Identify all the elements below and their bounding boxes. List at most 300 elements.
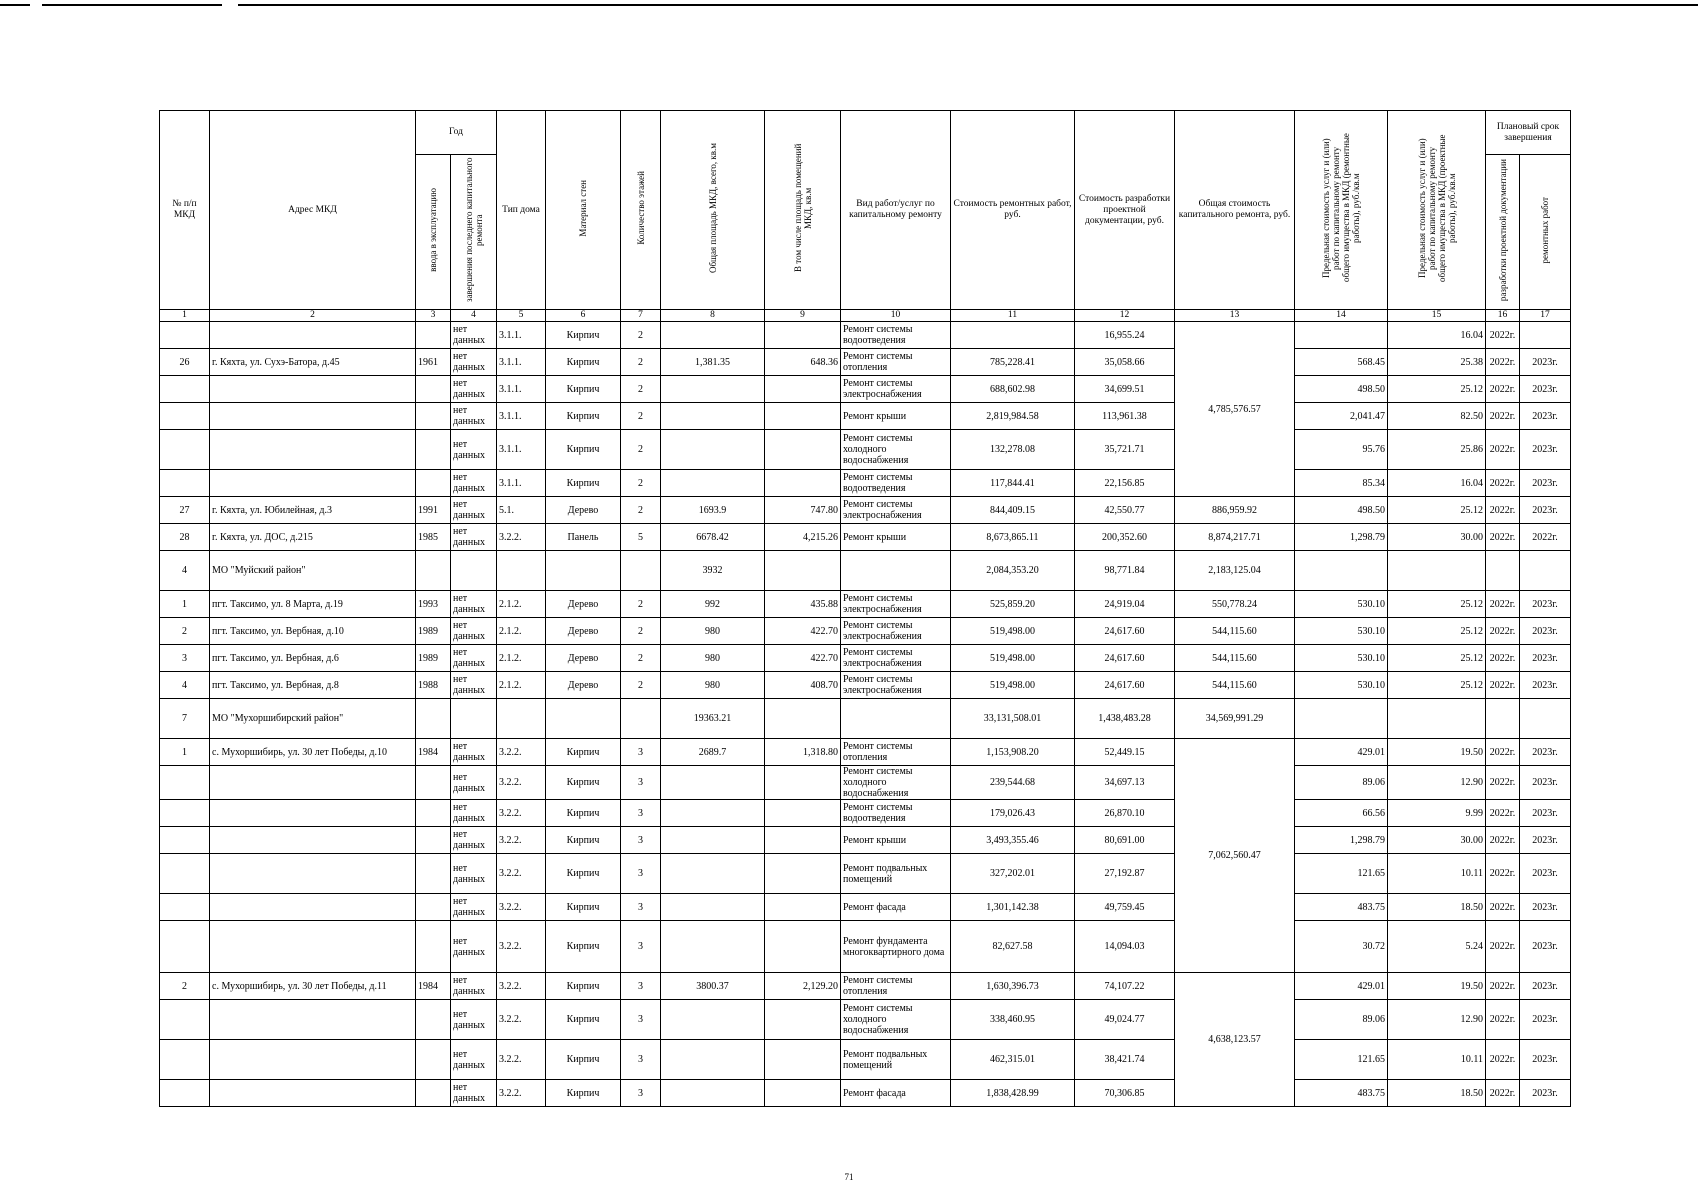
cell-limit-repair: 89.06 — [1295, 766, 1388, 800]
cell-wall-material: Панель — [546, 524, 621, 551]
cell-repair-cost: 1,630,396.73 — [951, 973, 1075, 1000]
cell-work-type: Ремонт системы отопления — [841, 349, 951, 376]
cell-year-commission — [416, 766, 451, 800]
cell-year-commission — [416, 403, 451, 430]
cell-total-area — [661, 827, 765, 854]
cell-total-cost: 544,115.60 — [1175, 645, 1295, 672]
column-number: 13 — [1175, 310, 1295, 322]
cell-design-cost: 74,107.22 — [1075, 973, 1175, 1000]
header-number: № п/п МКД — [160, 111, 210, 310]
cell-floors: 2 — [621, 403, 661, 430]
cell-repair-cost: 1,838,428.99 — [951, 1080, 1075, 1107]
cell-deadline-repair: 2023г. — [1520, 430, 1571, 470]
table-row — [160, 1080, 1571, 1107]
cell-year-last-repair: нет данных — [451, 894, 497, 921]
cell-address — [210, 322, 416, 349]
cell-year-commission — [416, 921, 451, 973]
cell-repair-cost: 519,498.00 — [951, 672, 1075, 699]
cell-number — [160, 1040, 210, 1080]
cell-address — [210, 827, 416, 854]
cell-number — [160, 1080, 210, 1107]
cell-floors: 2 — [621, 618, 661, 645]
cell-repair-cost: 519,498.00 — [951, 645, 1075, 672]
cell-year-commission: 1985 — [416, 524, 451, 551]
cell-deadline-design: 2022г. — [1486, 1040, 1520, 1080]
cell-floors: 3 — [621, 766, 661, 800]
cell-premises-area: 1,318.80 — [765, 739, 841, 766]
cell-deadline-design: 2022г. — [1486, 766, 1520, 800]
cell-year-commission: 1984 — [416, 973, 451, 1000]
cell-year-commission — [416, 551, 451, 591]
cell-repair-cost: 132,278.08 — [951, 430, 1075, 470]
cell-total-area: 980 — [661, 645, 765, 672]
cell-repair-cost: 327,202.01 — [951, 854, 1075, 894]
cell-total-area — [661, 322, 765, 349]
cell-design-cost: 1,438,483.28 — [1075, 699, 1175, 739]
cell-deadline-repair: 2023г. — [1520, 894, 1571, 921]
cell-floors: 3 — [621, 800, 661, 827]
cell-limit-repair: 429.01 — [1295, 739, 1388, 766]
cell-year-commission — [416, 1000, 451, 1040]
cell-wall-material: Кирпич — [546, 376, 621, 403]
cell-total-area — [661, 894, 765, 921]
cell-deadline-repair: 2023г. — [1520, 766, 1571, 800]
cell-house-type: 2.1.2. — [497, 618, 546, 645]
cell-work-type: Ремонт подвальных помещений — [841, 1040, 951, 1080]
cell-repair-cost: 239,544.68 — [951, 766, 1075, 800]
cell-house-type: 3.2.2. — [497, 1040, 546, 1080]
cell-limit-repair: 95.76 — [1295, 430, 1388, 470]
cell-year-commission — [416, 827, 451, 854]
cell-repair-cost: 2,084,353.20 — [951, 551, 1075, 591]
cell-premises-area — [765, 551, 841, 591]
cell-deadline-repair: 2023г. — [1520, 827, 1571, 854]
cell-work-type: Ремонт системы электроснабжения — [841, 645, 951, 672]
cell-design-cost: 42,550.77 — [1075, 497, 1175, 524]
cell-design-cost: 35,721.71 — [1075, 430, 1175, 470]
cell-deadline-repair: 2023г. — [1520, 672, 1571, 699]
cell-wall-material: Дерево — [546, 591, 621, 618]
header-deadline: Плановый срок завершения — [1486, 111, 1571, 155]
cell-design-cost: 24,919.04 — [1075, 591, 1175, 618]
cell-limit-design: 25.12 — [1388, 376, 1486, 403]
cell-design-cost: 70,306.85 — [1075, 1080, 1175, 1107]
cell-repair-cost: 2,819,984.58 — [951, 403, 1075, 430]
cell-work-type: Ремонт системы холодного водоснабжения — [841, 766, 951, 800]
cell-wall-material: Кирпич — [546, 349, 621, 376]
cell-deadline-design: 2022г. — [1486, 591, 1520, 618]
cell-limit-repair: 89.06 — [1295, 1000, 1388, 1040]
header-year-commission: ввода в эксплуатацию — [416, 155, 451, 310]
cell-address — [210, 1000, 416, 1040]
cell-limit-design: 12.90 — [1388, 1000, 1486, 1040]
cell-deadline-repair — [1520, 322, 1571, 349]
column-number: 11 — [951, 310, 1075, 322]
table-row — [160, 430, 1571, 470]
cell-year-last-repair: нет данных — [451, 322, 497, 349]
cell-limit-design: 25.12 — [1388, 672, 1486, 699]
cell-total-area: 2689.7 — [661, 739, 765, 766]
column-number: 7 — [621, 310, 661, 322]
cell-limit-design — [1388, 699, 1486, 739]
cell-design-cost: 24,617.60 — [1075, 672, 1175, 699]
cell-address: г. Кяхта, ул. ДОС, д.215 — [210, 524, 416, 551]
cell-year-commission: 1993 — [416, 591, 451, 618]
cell-year-last-repair: нет данных — [451, 739, 497, 766]
cell-design-cost: 27,192.87 — [1075, 854, 1175, 894]
cell-limit-repair: 121.65 — [1295, 1040, 1388, 1080]
cell-year-commission — [416, 854, 451, 894]
cell-year-last-repair — [451, 551, 497, 591]
table-row — [160, 1040, 1571, 1080]
header-limit-design: Предельная стоимость услуг и (или) работ по капитальному ремонту общего имущества в МКД (проектные работы), руб./кв.м — [1388, 111, 1486, 310]
cell-year-commission — [416, 894, 451, 921]
cell-premises-area: 408.70 — [765, 672, 841, 699]
cell-premises-area: 435.88 — [765, 591, 841, 618]
cell-floors — [621, 699, 661, 739]
cell-premises-area: 422.70 — [765, 645, 841, 672]
column-number: 3 — [416, 310, 451, 322]
cell-address — [210, 800, 416, 827]
cell-design-cost: 98,771.84 — [1075, 551, 1175, 591]
cell-limit-design: 18.50 — [1388, 1080, 1486, 1107]
cell-address: МО "Муйский район" — [210, 551, 416, 591]
cell-limit-design: 18.50 — [1388, 894, 1486, 921]
cell-deadline-repair: 2023г. — [1520, 854, 1571, 894]
cell-premises-area — [765, 766, 841, 800]
cell-address: пгт. Таксимо, ул. Вербная, д.8 — [210, 672, 416, 699]
cell-premises-area: 648.36 — [765, 349, 841, 376]
cell-total-area — [661, 376, 765, 403]
cell-address — [210, 854, 416, 894]
cell-deadline-repair: 2023г. — [1520, 739, 1571, 766]
cell-wall-material — [546, 551, 621, 591]
cell-house-type: 3.1.1. — [497, 322, 546, 349]
cell-work-type: Ремонт системы отопления — [841, 973, 951, 1000]
cell-total-cost-merged: 7,062,560.47 — [1175, 739, 1295, 973]
cell-design-cost: 52,449.15 — [1075, 739, 1175, 766]
cell-year-commission: 1988 — [416, 672, 451, 699]
cell-address — [210, 376, 416, 403]
cell-year-last-repair: нет данных — [451, 766, 497, 800]
column-number: 16 — [1486, 310, 1520, 322]
table-row — [160, 403, 1571, 430]
cell-year-last-repair: нет данных — [451, 618, 497, 645]
cell-floors: 3 — [621, 739, 661, 766]
cell-house-type: 3.2.2. — [497, 854, 546, 894]
cell-address: МО "Мухоршибирский район" — [210, 699, 416, 739]
cell-limit-design: 16.04 — [1388, 322, 1486, 349]
cell-work-type: Ремонт подвальных помещений — [841, 854, 951, 894]
cell-total-cost: 8,874,217.71 — [1175, 524, 1295, 551]
cell-number: 28 — [160, 524, 210, 551]
cell-limit-repair: 1,298.79 — [1295, 524, 1388, 551]
cell-repair-cost: 33,131,508.01 — [951, 699, 1075, 739]
cell-premises-area — [765, 376, 841, 403]
header-total-area: Общая площадь МКД, всего, кв.м — [661, 111, 765, 310]
cell-number — [160, 827, 210, 854]
cell-house-type — [497, 551, 546, 591]
cell-repair-cost: 462,315.01 — [951, 1040, 1075, 1080]
cell-limit-design: 25.12 — [1388, 645, 1486, 672]
column-number: 4 — [451, 310, 497, 322]
table-row — [160, 894, 1571, 921]
cell-limit-repair: 66.56 — [1295, 800, 1388, 827]
header-floors: Количество этажей — [621, 111, 661, 310]
cell-design-cost: 24,617.60 — [1075, 645, 1175, 672]
cell-premises-area — [765, 403, 841, 430]
table-row — [160, 349, 1571, 376]
cell-address: с. Мухоршибирь, ул. 30 лет Победы, д.11 — [210, 973, 416, 1000]
cell-number — [160, 894, 210, 921]
cell-house-type: 3.1.1. — [497, 376, 546, 403]
cell-number: 26 — [160, 349, 210, 376]
cell-year-last-repair: нет данных — [451, 921, 497, 973]
cell-total-area: 19363.21 — [661, 699, 765, 739]
cell-design-cost: 16,955.24 — [1075, 322, 1175, 349]
cell-deadline-design: 2022г. — [1486, 403, 1520, 430]
cell-number — [160, 322, 210, 349]
table-body — [160, 322, 1571, 1107]
cell-work-type: Ремонт крыши — [841, 524, 951, 551]
municipality-total-row — [160, 699, 1571, 739]
cell-floors: 2 — [621, 376, 661, 403]
cell-deadline-repair: 2023г. — [1520, 1080, 1571, 1107]
cell-deadline-design: 2022г. — [1486, 854, 1520, 894]
header-wall-material: Материал стен — [546, 111, 621, 310]
header-total-cost: Общая стоимость капитального ремонта, руб. — [1175, 111, 1295, 310]
cell-deadline-repair: 2023г. — [1520, 973, 1571, 1000]
cell-number — [160, 800, 210, 827]
cell-deadline-design: 2022г. — [1486, 973, 1520, 1000]
cell-year-last-repair: нет данных — [451, 524, 497, 551]
cell-year-last-repair: нет данных — [451, 591, 497, 618]
cell-year-last-repair: нет данных — [451, 430, 497, 470]
table-row — [160, 827, 1571, 854]
cell-year-last-repair: нет данных — [451, 497, 497, 524]
table-row — [160, 376, 1571, 403]
cell-total-cost: 34,569,991.29 — [1175, 699, 1295, 739]
cell-deadline-design: 2022г. — [1486, 430, 1520, 470]
column-number: 6 — [546, 310, 621, 322]
table-row — [160, 672, 1571, 699]
cell-total-area: 3932 — [661, 551, 765, 591]
cell-floors: 3 — [621, 894, 661, 921]
cell-deadline-repair: 2023г. — [1520, 1000, 1571, 1040]
cell-house-type: 2.1.2. — [497, 672, 546, 699]
cell-wall-material: Кирпич — [546, 403, 621, 430]
cell-limit-design: 30.00 — [1388, 524, 1486, 551]
cell-number: 7 — [160, 699, 210, 739]
cell-limit-design: 10.11 — [1388, 1040, 1486, 1080]
table-row — [160, 591, 1571, 618]
column-number: 17 — [1520, 310, 1571, 322]
cell-limit-repair: 530.10 — [1295, 645, 1388, 672]
cell-wall-material: Кирпич — [546, 973, 621, 1000]
cell-wall-material: Кирпич — [546, 1080, 621, 1107]
column-number: 15 — [1388, 310, 1486, 322]
cell-total-area — [661, 1040, 765, 1080]
cell-year-commission — [416, 800, 451, 827]
cell-wall-material: Кирпич — [546, 470, 621, 497]
cell-total-area — [661, 470, 765, 497]
cell-deadline-repair: 2023г. — [1520, 645, 1571, 672]
cell-deadline-design: 2022г. — [1486, 921, 1520, 973]
cell-year-commission — [416, 699, 451, 739]
cell-deadline-repair: 2023г. — [1520, 403, 1571, 430]
cell-work-type: Ремонт крыши — [841, 403, 951, 430]
cell-deadline-repair: 2023г. — [1520, 800, 1571, 827]
cell-house-type: 5.1. — [497, 497, 546, 524]
cell-work-type: Ремонт крыши — [841, 827, 951, 854]
cell-number — [160, 376, 210, 403]
cell-work-type: Ремонт системы водоотведения — [841, 322, 951, 349]
cell-deadline-design: 2022г. — [1486, 618, 1520, 645]
cell-address: пгт. Таксимо, ул. Вербная, д.10 — [210, 618, 416, 645]
cell-year-last-repair: нет данных — [451, 645, 497, 672]
cell-wall-material: Кирпич — [546, 827, 621, 854]
cell-repair-cost: 1,301,142.38 — [951, 894, 1075, 921]
cell-total-area — [661, 766, 765, 800]
cell-floors: 2 — [621, 349, 661, 376]
header-work-type: Вид работ/услуг по капитальному ремонту — [841, 111, 951, 310]
cell-limit-design: 25.86 — [1388, 430, 1486, 470]
cell-year-commission — [416, 376, 451, 403]
cell-total-area — [661, 1000, 765, 1040]
cell-limit-repair: 530.10 — [1295, 591, 1388, 618]
cell-address — [210, 894, 416, 921]
cell-premises-area: 2,129.20 — [765, 973, 841, 1000]
table-row — [160, 322, 1571, 349]
cell-premises-area — [765, 470, 841, 497]
cell-address — [210, 1080, 416, 1107]
cell-total-area — [661, 430, 765, 470]
header-deadline-design: разработки проектной документации — [1486, 155, 1520, 310]
cell-house-type — [497, 699, 546, 739]
cell-deadline-repair: 2023г. — [1520, 349, 1571, 376]
cell-limit-repair: 498.50 — [1295, 376, 1388, 403]
cell-deadline-design: 2022г. — [1486, 322, 1520, 349]
scan-edge-marks — [0, 0, 1698, 8]
cell-limit-repair — [1295, 699, 1388, 739]
cell-floors — [621, 551, 661, 591]
municipality-total-row — [160, 551, 1571, 591]
cell-year-commission — [416, 322, 451, 349]
cell-premises-area — [765, 430, 841, 470]
cell-limit-repair: 498.50 — [1295, 497, 1388, 524]
cell-limit-design: 9.99 — [1388, 800, 1486, 827]
cell-limit-repair: 568.45 — [1295, 349, 1388, 376]
cell-address — [210, 921, 416, 973]
cell-total-area: 980 — [661, 672, 765, 699]
cell-work-type: Ремонт системы отопления — [841, 739, 951, 766]
cell-limit-repair: 483.75 — [1295, 894, 1388, 921]
cell-wall-material: Дерево — [546, 618, 621, 645]
cell-year-last-repair: нет данных — [451, 672, 497, 699]
cell-number — [160, 921, 210, 973]
cell-premises-area: 422.70 — [765, 618, 841, 645]
cell-limit-repair: 483.75 — [1295, 1080, 1388, 1107]
cell-wall-material: Кирпич — [546, 430, 621, 470]
cell-deadline-repair: 2022г. — [1520, 524, 1571, 551]
cell-deadline-repair — [1520, 699, 1571, 739]
cell-number — [160, 766, 210, 800]
cell-address — [210, 430, 416, 470]
cell-wall-material: Дерево — [546, 672, 621, 699]
cell-limit-repair: 2,041.47 — [1295, 403, 1388, 430]
cell-year-last-repair: нет данных — [451, 800, 497, 827]
cell-wall-material: Кирпич — [546, 322, 621, 349]
table-row — [160, 645, 1571, 672]
cell-work-type: Ремонт системы электроснабжения — [841, 672, 951, 699]
cell-total-area — [661, 1080, 765, 1107]
cell-deadline-design: 2022г. — [1486, 497, 1520, 524]
cell-premises-area — [765, 827, 841, 854]
cell-wall-material: Дерево — [546, 497, 621, 524]
cell-premises-area — [765, 1000, 841, 1040]
column-number: 9 — [765, 310, 841, 322]
cell-floors: 3 — [621, 921, 661, 973]
cell-address: пгт. Таксимо, ул. Вербная, д.6 — [210, 645, 416, 672]
cell-design-cost: 34,699.51 — [1075, 376, 1175, 403]
cell-repair-cost: 8,673,865.11 — [951, 524, 1075, 551]
cell-house-type: 2.1.2. — [497, 645, 546, 672]
table-row — [160, 524, 1571, 551]
cell-year-last-repair: нет данных — [451, 854, 497, 894]
cell-deadline-design: 2022г. — [1486, 470, 1520, 497]
cell-wall-material: Кирпич — [546, 766, 621, 800]
cell-year-last-repair: нет данных — [451, 1080, 497, 1107]
cell-total-area: 6678.42 — [661, 524, 765, 551]
cell-deadline-repair: 2023г. — [1520, 591, 1571, 618]
cell-wall-material: Кирпич — [546, 921, 621, 973]
cell-floors: 3 — [621, 827, 661, 854]
cell-premises-area — [765, 1040, 841, 1080]
cell-floors: 3 — [621, 1080, 661, 1107]
cell-year-commission: 1961 — [416, 349, 451, 376]
cell-total-area: 1,381.35 — [661, 349, 765, 376]
cell-work-type: Ремонт системы электроснабжения — [841, 591, 951, 618]
cell-house-type: 3.2.2. — [497, 894, 546, 921]
cell-house-type: 3.2.2. — [497, 800, 546, 827]
cell-premises-area — [765, 322, 841, 349]
cell-design-cost: 49,024.77 — [1075, 1000, 1175, 1040]
cell-floors: 5 — [621, 524, 661, 551]
cell-year-last-repair: нет данных — [451, 376, 497, 403]
column-number: 8 — [661, 310, 765, 322]
header-premises-area: В том числе площадь помещений МКД, кв.м — [765, 111, 841, 310]
cell-total-area — [661, 403, 765, 430]
cell-limit-repair: 530.10 — [1295, 672, 1388, 699]
cell-work-type: Ремонт системы водоотведения — [841, 470, 951, 497]
cell-floors: 2 — [621, 470, 661, 497]
cell-total-cost: 544,115.60 — [1175, 672, 1295, 699]
cell-wall-material: Кирпич — [546, 894, 621, 921]
cell-limit-repair — [1295, 322, 1388, 349]
cell-wall-material: Кирпич — [546, 739, 621, 766]
header-limit-repair: Предельная стоимость услуг и (или) работ по капитальному ремонту общего имущества в МКД (ремонтные работы), руб./кв.м — [1295, 111, 1388, 310]
column-number: 12 — [1075, 310, 1175, 322]
cell-repair-cost: 525,859.20 — [951, 591, 1075, 618]
cell-repair-cost: 3,493,355.46 — [951, 827, 1075, 854]
cell-deadline-design: 2022г. — [1486, 349, 1520, 376]
header-design-cost: Стоимость разработки проектной документации, руб. — [1075, 111, 1175, 310]
cell-floors: 2 — [621, 672, 661, 699]
cell-design-cost: 113,961.38 — [1075, 403, 1175, 430]
cell-wall-material: Кирпич — [546, 1000, 621, 1040]
header-year: Год — [416, 111, 497, 155]
cell-house-type: 3.1.1. — [497, 403, 546, 430]
